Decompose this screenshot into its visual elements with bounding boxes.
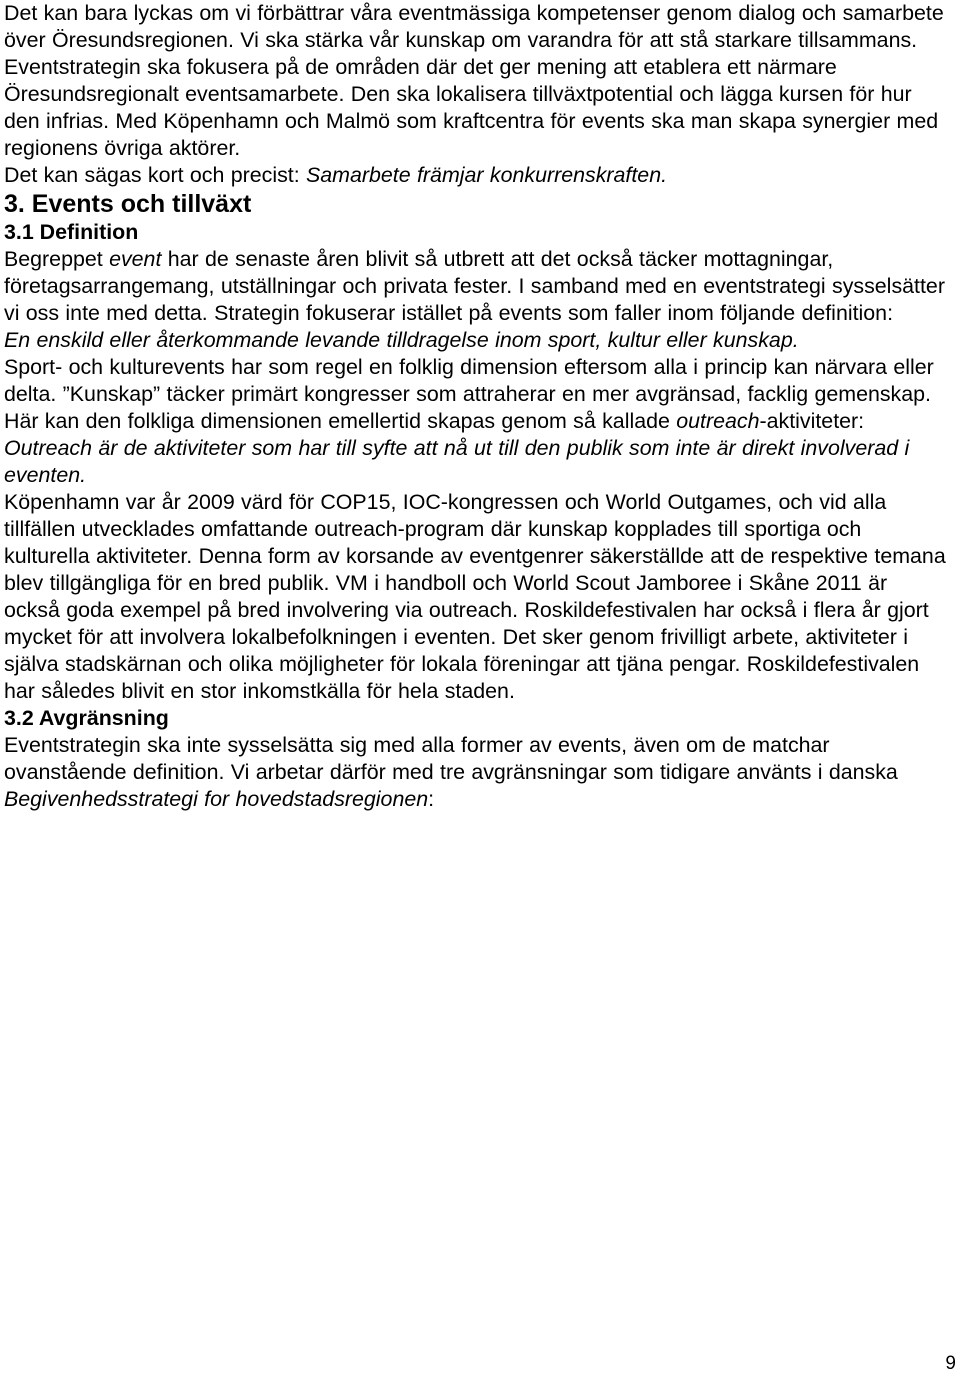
outreach-definition-text: Outreach är de aktiviteter som har till syfte att nå ut till den publik som inte är direkt involverad i eventen.	[4, 436, 910, 487]
event-definition	[4, 327, 949, 354]
definition-paragraph-2-b: -aktiviteter:	[759, 409, 865, 433]
definition-paragraph-1-b: har de senaste åren blivit så utbrett att det också täcker mottagningar, företagsarrangemang, utställningar och privata fester. I samband med en eventstrategi sysselsätter vi oss inte med detta. Strategin fokuserar istället på events som faller inom följande definition:	[4, 247, 945, 325]
definition-paragraph-1	[4, 246, 949, 327]
page-number: 9	[945, 1353, 956, 1374]
intro-paragraph-3-emphasis: Samarbete främjar konkurrenskraften.	[306, 163, 668, 187]
definition-paragraph-1-emphasis: event	[109, 247, 162, 271]
intro-paragraph-3	[4, 162, 949, 189]
section-3-1-heading: 3.1 Definition	[4, 220, 139, 244]
section-3-heading: 3. Events och tillväxt	[4, 190, 252, 218]
avgransning-paragraph-1-emphasis: Begivenhedsstrategi for hovedstadsregionen	[4, 787, 429, 811]
definition-paragraph-2-emphasis: outreach	[676, 409, 760, 433]
definition-paragraph-3: Köpenhamn var år 2009 värd för COP15, IOC-kongressen och World Outgames, och vid alla tillfällen utvecklades omfattande outreach-program där kunskap kopplades till sportiga och kulturella aktiviteter. Denna form av korsande av eventgenrer säkerställde att de respektive temana blev tillgängliga för en bred publik. VM i handboll och World Scout Jamboree i Skåne 2011 är också goda exempel på bred involvering via outreach. Roskildefestivalen har också i flera år gjort mycket för att involvera lokalbefolkningen i eventen. Det sker genom frivilligt arbete, aktiviteter i själva stadskärnan och olika möjligheter för lokala föreningar att tjäna pengar. Roskildefestivalen har således blivit en stor inkomstkälla för hela staden.	[4, 490, 946, 703]
event-definition-text: En enskild eller återkommande levande tilldragelse inom sport, kultur eller kunskap.	[4, 328, 799, 352]
intro-paragraph-1: Det kan bara lyckas om vi förbättrar våra eventmässiga kompetenser genom dialog och samarbete över Öresundsregionen. Vi ska stärka vår kunskap om varandra för att stå starkare tillsammans.	[4, 1, 944, 52]
definition-paragraph-2	[4, 354, 949, 435]
document-page	[4, 0, 949, 813]
intro-paragraph-2: Eventstrategin ska fokusera på de områden där det ger mening att etablera ett närmare Öresundsregionalt eventsamarbete. Den ska lokalisera tillväxtpotential och lägga kursen för hur den infrias. Med Köpenhamn och Malmö som kraftcentra för events ska man skapa synergier med regionens övriga aktörer.	[4, 55, 939, 160]
avgransning-paragraph-1-a: Eventstrategin ska inte sysselsätta sig med alla former av events, även om de matchar ovanstående definition. Vi arbetar därför med tre avgränsningar som tidigare använts i danska	[4, 733, 898, 784]
intro-paragraph-3-lead: Det kan sägas kort och precist:	[4, 163, 307, 187]
outreach-definition	[4, 435, 949, 489]
avgransning-paragraph-1	[4, 732, 949, 813]
section-3-2-heading: 3.2 Avgränsning	[4, 706, 169, 730]
avgransning-paragraph-1-b: :	[428, 787, 435, 811]
definition-paragraph-2-a: Sport- och kulturevents har som regel en folklig dimension eftersom alla i princip kan närvara eller delta. ”Kunskap” täcker primärt kongresser som attraherar en mer avgränsad, facklig gemenskap. Här kan den folkliga dimensionen emellertid skapas genom så kallade	[4, 355, 934, 433]
definition-paragraph-1-a: Begreppet	[4, 247, 110, 271]
